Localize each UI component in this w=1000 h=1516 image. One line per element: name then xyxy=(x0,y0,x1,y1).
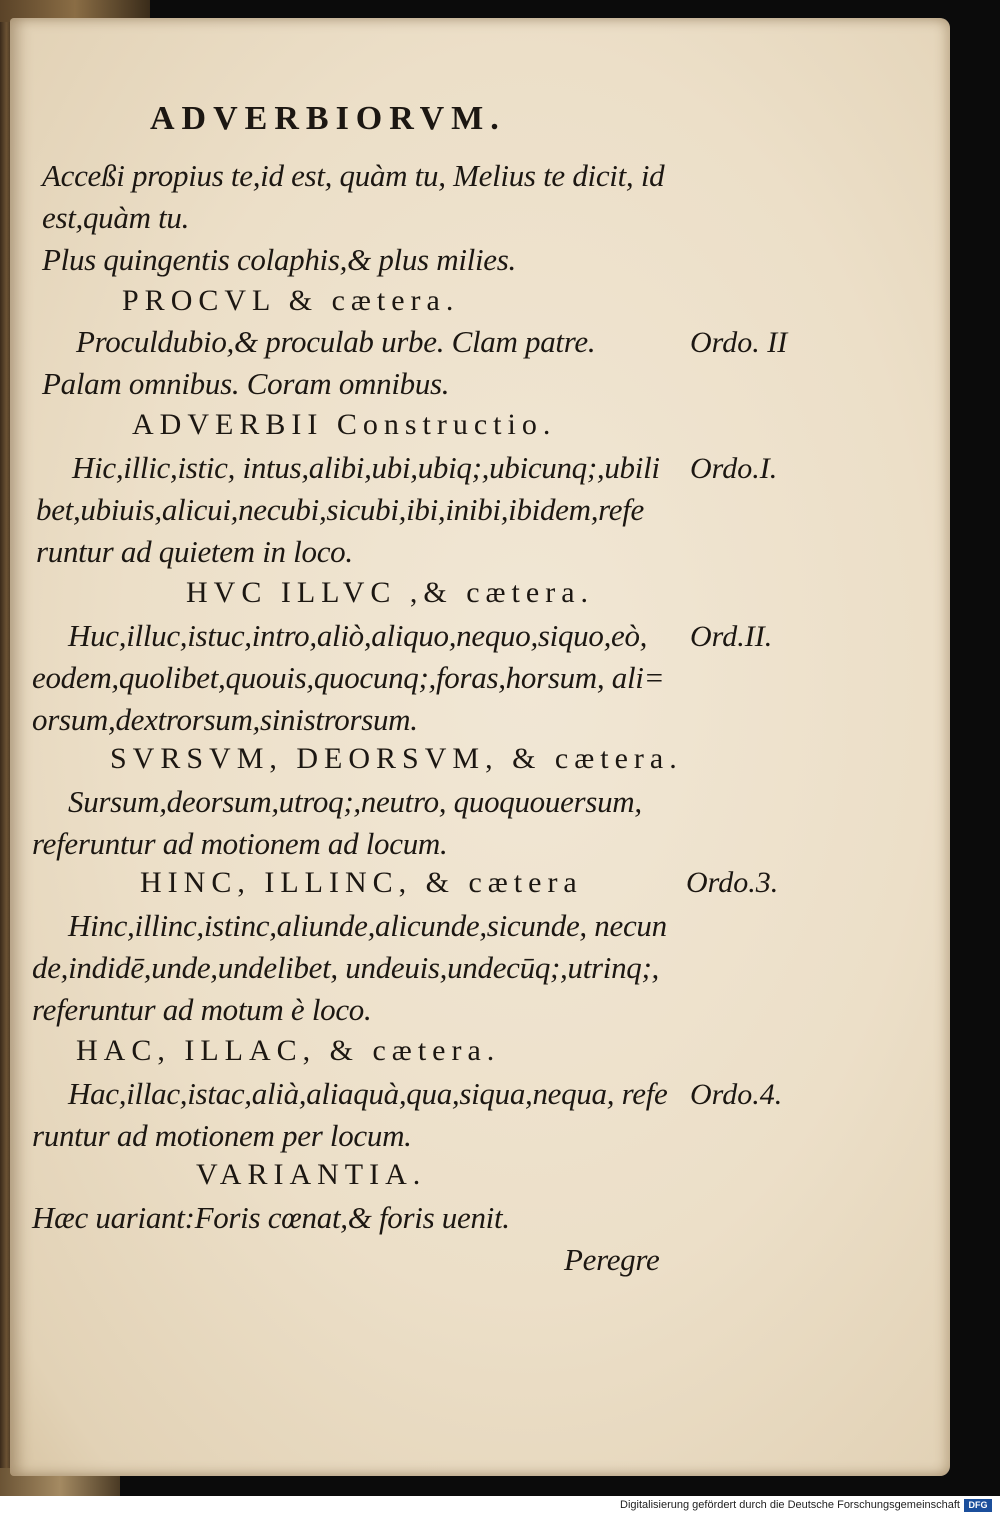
text-line: de,indidē,unde,undelibet, undeuis,undecūq;,utrinq;, xyxy=(32,950,659,985)
text-line: Hic,illic,istic, intus,alibi,ubi,ubiq;,ubicunq;,ubili xyxy=(72,450,660,485)
text-line: bet,ubiuis,alicui,necubi,sicubi,ibi,inibi,ibidem,refe xyxy=(36,492,645,527)
text-line: Hac,illac,istac,alià,aliaquà,qua,siqua,nequa, refe xyxy=(68,1076,668,1111)
section-heading: HVC ILLVC ,& cætera. xyxy=(186,576,595,609)
section-heading: VARIANTIA. xyxy=(196,1158,427,1191)
text-line: Hinc,illinc,istinc,aliunde,alicunde,sicunde, necun xyxy=(68,908,667,943)
text-line: Huc,illuc,istuc,intro,aliò,aliquo,nequo,siquo,eò, xyxy=(68,618,648,653)
text-line: runtur ad motionem per locum. xyxy=(32,1118,412,1153)
funding-credit: Digitalisierung gefördert durch die Deutsche Forschungsgemeinschaft xyxy=(620,1499,960,1511)
margin-note: Ordo.I. xyxy=(690,452,778,485)
text-line: Acceßi propius te,id est, quàm tu, Melius te dicit, id xyxy=(42,158,665,193)
text-line: Plus quingentis colaphis,& plus milies. xyxy=(42,242,516,277)
book-page xyxy=(10,18,950,1476)
section-heading: SVRSVM, DEORSVM, & cætera. xyxy=(110,742,683,775)
section-heading: PROCVL & cætera. xyxy=(122,284,460,317)
margin-note: Ordo.3. xyxy=(686,866,779,899)
margin-note: Ord.II. xyxy=(690,620,773,653)
text-line: est,quàm tu. xyxy=(42,200,190,235)
running-head: ADVERBIORVM. xyxy=(150,100,506,137)
text-line: Hæc uariant:Foris cœnat,& foris uenit. xyxy=(32,1200,510,1235)
section-heading: HAC, ILLAC, & cætera. xyxy=(76,1034,501,1067)
text-line: eodem,quolibet,quouis,quocunq;,foras,horsum, ali= xyxy=(32,660,665,695)
text-line: runtur ad quietem in loco. xyxy=(36,534,353,569)
text-line: referuntur ad motionem ad locum. xyxy=(32,826,448,861)
margin-note: Ordo. II xyxy=(690,326,788,359)
text-line: Proculdubio,& proculab urbe. Clam patre. xyxy=(76,324,596,359)
margin-note: Ordo.4. xyxy=(690,1078,783,1111)
dfg-logo-icon: DFG xyxy=(964,1499,992,1512)
text-line: referuntur ad motum è loco. xyxy=(32,992,372,1027)
text-line: orsum,dextrorsum,sinistrorsum. xyxy=(32,702,418,737)
footer-bar xyxy=(0,1496,1000,1516)
section-heading: HINC, ILLINC, & cætera xyxy=(140,866,583,899)
catchword: Peregre xyxy=(564,1242,660,1277)
text-line: Palam omnibus. Coram omnibus. xyxy=(42,366,450,401)
text-line: Sursum,deorsum,utroq;,neutro, quoquouersum, xyxy=(68,784,642,819)
section-heading: ADVERBII Constructio. xyxy=(132,408,557,441)
